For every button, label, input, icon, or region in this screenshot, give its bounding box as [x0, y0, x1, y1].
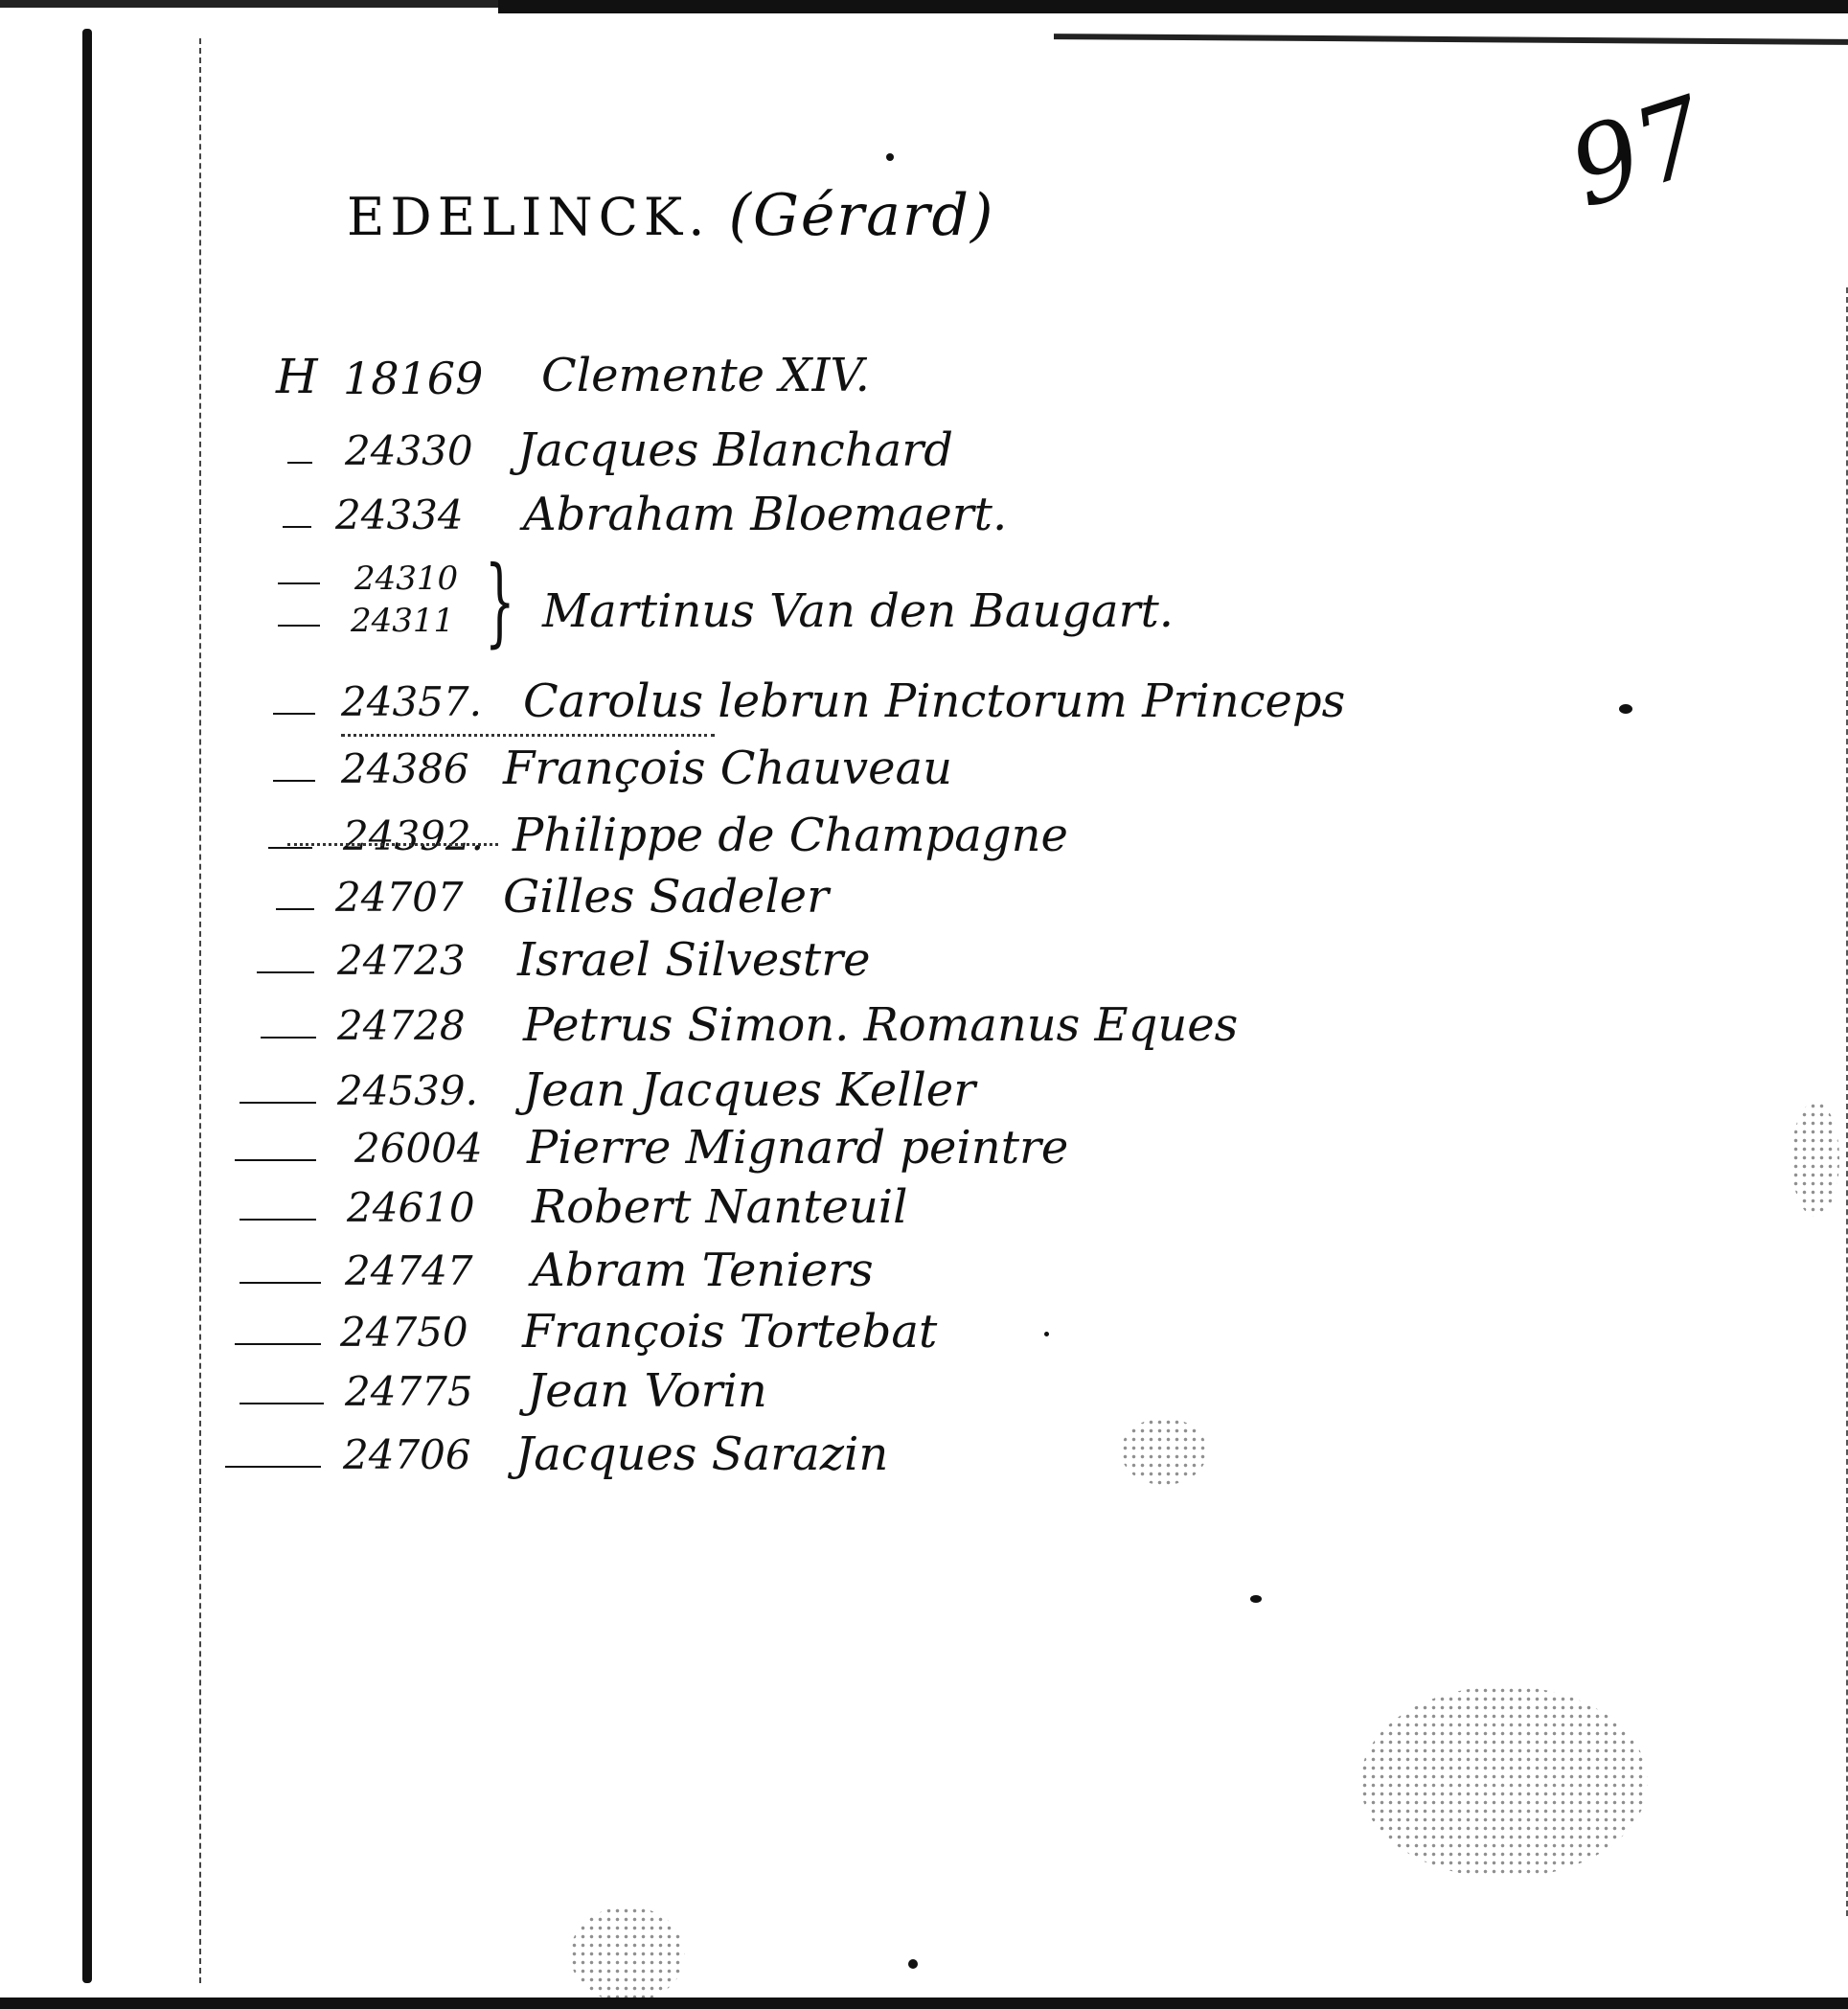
entry-dash — [273, 780, 315, 782]
entry-number: 24775 — [345, 1368, 473, 1415]
dotted-underline — [287, 843, 498, 846]
entry-dash — [283, 526, 311, 528]
entry-dash — [268, 847, 312, 849]
entry-name: Jean Jacques Keller — [523, 1063, 976, 1117]
entry-number: 24539. — [337, 1067, 478, 1114]
title-surname: EDELINCK. — [347, 187, 711, 247]
entry-number: 24610 — [347, 1184, 475, 1231]
ink-speck — [908, 1959, 918, 1969]
title-given-name: (Gérard) — [728, 182, 995, 249]
entry-name: Abraham Bloemaert. — [523, 488, 1008, 541]
entry-dash — [235, 1159, 316, 1161]
entry-name: Jacques Sarazin — [515, 1427, 889, 1481]
paper-stain — [1791, 1102, 1839, 1217]
ink-speck — [1250, 1595, 1262, 1603]
entry-number: 24723 — [337, 937, 466, 984]
entry-name: Jean Vorin — [527, 1364, 767, 1418]
entry-name: Clemente XIV. — [541, 349, 870, 402]
entry-name: François Chauveau — [503, 742, 953, 795]
entry-number: 24311 — [351, 602, 455, 640]
ink-speck — [886, 153, 894, 161]
ink-speck — [1619, 704, 1632, 714]
entry-dash — [273, 713, 315, 715]
entry-number: 26004 — [354, 1125, 483, 1172]
entry-dash — [261, 1037, 316, 1039]
entry-dash — [278, 625, 320, 627]
folio-number: 97 — [1555, 73, 1722, 232]
entry-number: 24750 — [340, 1309, 468, 1356]
entry-number: 24747 — [345, 1247, 473, 1294]
entry-number: 24330 — [345, 427, 473, 474]
entry-dash — [235, 1343, 321, 1345]
entry-name: Robert Nanteuil — [532, 1180, 908, 1234]
entry-number: 24334 — [335, 491, 464, 538]
entry-name: Gilles Sadeler — [503, 870, 830, 924]
entry-name: François Tortebat — [522, 1305, 938, 1358]
entry-dash — [240, 1102, 316, 1104]
entry-number: 24357. — [341, 678, 482, 725]
ink-speck — [1044, 1332, 1049, 1336]
entry-number: 24386 — [341, 745, 469, 792]
entry-number: 24392. — [343, 812, 484, 859]
entry-number: 24707 — [335, 874, 464, 921]
entry-name: Israel Silvestre — [517, 933, 871, 987]
scan-edge-top-left — [0, 0, 498, 8]
scan-edge-bottom — [0, 1998, 1848, 2009]
entry-name: Carolus lebrun Pinctorum Princeps — [523, 674, 1346, 728]
entry-prefix: H — [276, 349, 318, 404]
entry-dash — [240, 1282, 321, 1284]
entry-dash — [276, 908, 314, 910]
margin-rule — [199, 38, 201, 1983]
entry-dash — [240, 1403, 324, 1404]
page-title — [347, 182, 994, 249]
entry-name: Philippe de Champagne — [513, 809, 1068, 862]
paper-stain — [1121, 1418, 1207, 1485]
entry-dash — [257, 971, 314, 973]
entry-dash — [287, 462, 312, 464]
entry-dash — [240, 1219, 316, 1221]
paper-stain — [570, 1906, 685, 2002]
entry-name: Martinus Van den Baugart. — [542, 584, 1175, 638]
entry-number: 24706 — [343, 1431, 471, 1478]
entry-name: Petrus Simon. Romanus Eques — [523, 998, 1239, 1052]
scan-edge-top — [498, 0, 1848, 13]
entry-name: Jacques Blanchard — [517, 423, 953, 477]
scan-edge-top-line — [1054, 34, 1848, 45]
entry-dash — [278, 582, 320, 584]
paper-stain — [1360, 1686, 1648, 1878]
entry-name: Abram Teniers — [532, 1244, 874, 1297]
entry-name: Pierre Mignard peintre — [527, 1121, 1069, 1175]
entry-dash — [225, 1466, 321, 1468]
binding-spine — [82, 29, 92, 1983]
entry-number: 24728 — [337, 1002, 466, 1049]
entry-number: 24310 — [354, 559, 459, 598]
dotted-underline — [341, 734, 715, 737]
bracket: } — [484, 545, 515, 657]
entry-number: 18169 — [343, 353, 484, 404]
